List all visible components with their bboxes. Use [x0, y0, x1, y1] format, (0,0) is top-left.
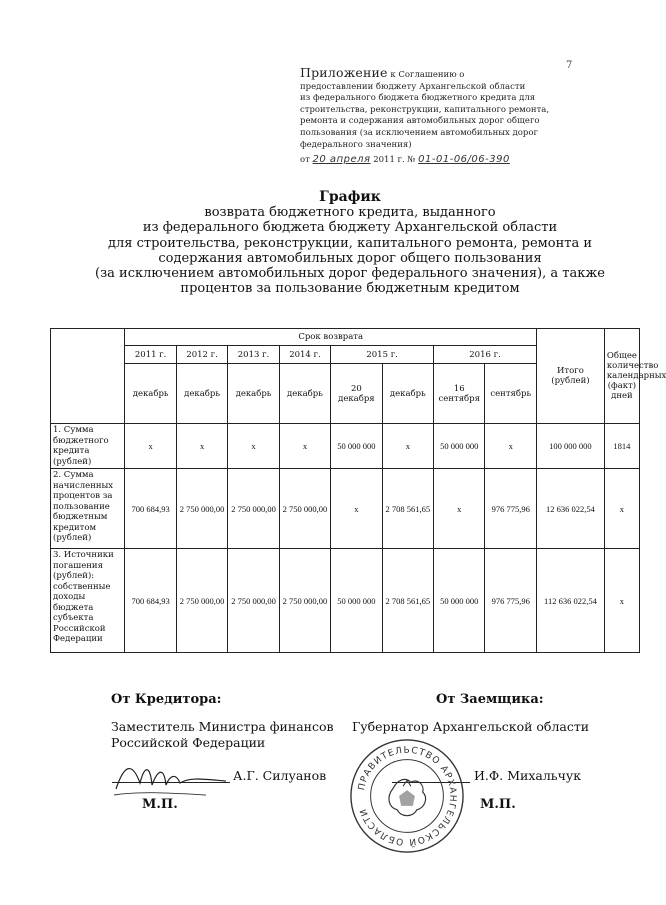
- header-year: 2015 г.: [331, 346, 434, 364]
- annex-lead-line: [300, 67, 550, 82]
- table-row: [51, 549, 640, 653]
- table-cell: 2 750 000,00: [228, 549, 279, 653]
- header-days: Общее количество календарных (факт) дней: [604, 329, 639, 424]
- creditor-title-2: Российской Федерации: [111, 735, 266, 750]
- annex-number-handwritten: 01-01-06/06-390: [418, 154, 510, 166]
- row-label: 1. Сумма бюджетного кредита (рублей): [51, 424, 125, 469]
- repayment-schedule-table: [50, 328, 666, 653]
- official-stamp-icon: [348, 737, 466, 855]
- row-total: 100 000 000: [537, 424, 605, 469]
- table-cell: 976 775,96: [485, 549, 537, 653]
- table-cell: x: [125, 424, 176, 469]
- annex-date-handwritten: 20 апреля: [312, 154, 371, 166]
- table-cell: x: [382, 424, 433, 469]
- table-cell: 50 000 000: [434, 424, 485, 469]
- creditor-signature-icon: [110, 755, 230, 800]
- table-cell: x: [485, 424, 537, 469]
- table-cell: x: [228, 424, 279, 469]
- title-line-2: из федерального бюджета бюджету Архангельской области: [142, 220, 558, 236]
- annex-year: 2011 г. №: [373, 155, 416, 166]
- annex-line-2: из федерального бюджета бюджетного кредита для: [300, 93, 536, 104]
- header-term: Срок возврата: [125, 329, 537, 346]
- title-line-6: процентов за пользование бюджетным кредитом: [180, 281, 520, 297]
- annex-line-4: ремонта и содержания автомобильных дорог общего: [300, 116, 540, 127]
- header-month: декабрь: [176, 364, 227, 424]
- table-cell: 2 750 000,00: [279, 549, 330, 653]
- header-month: декабрь: [279, 364, 330, 424]
- header-month: декабрь: [382, 364, 433, 424]
- title-line-5: (за исключением автомобильных дорог федерального значения), а также: [95, 266, 605, 282]
- table-cell: x: [176, 424, 227, 469]
- annex-date-prefix: от: [300, 155, 310, 166]
- table-row: [51, 424, 640, 469]
- borrower-name: И.Ф. Михальчук: [474, 768, 582, 783]
- row-days: x: [604, 469, 639, 549]
- borrower-seal-label: М.П.: [480, 797, 516, 812]
- table-cell: 2 708 561,65: [382, 549, 433, 653]
- table-cell: x: [279, 424, 330, 469]
- stamp-text: ПРАВИТЕЛЬСТВО АРХАНГЕЛЬСКОЙ ОБЛАСТИ: [357, 745, 458, 847]
- annex-lead-rest: к Соглашению о: [387, 70, 465, 80]
- creditor-header: От Кредитора:: [111, 692, 222, 707]
- creditor-title-1: Заместитель Министра финансов: [111, 719, 334, 734]
- row-total: 112 636 022,54: [537, 549, 605, 653]
- title-line-3: для строительства, реконструкции, капитального ремонта, ремонта и: [108, 235, 592, 251]
- header-year: 2013 г.: [228, 346, 279, 364]
- table-cell: 2 708 561,65: [382, 469, 433, 549]
- table-row: [51, 469, 640, 549]
- table-cell: 2 750 000,00: [176, 549, 227, 653]
- row-label: 2. Сумма начисленных процентов за пользование бюджетным кредитом (рублей): [51, 469, 125, 549]
- title-main: График: [319, 189, 381, 205]
- header-year: 2012 г.: [176, 346, 227, 364]
- header-year: 2016 г.: [434, 346, 537, 364]
- header-total: Итого (рублей): [537, 329, 605, 424]
- header-month: декабрь: [228, 364, 279, 424]
- table-cell: 700 684,93: [125, 469, 176, 549]
- creditor-name: А.Г. Силуанов: [233, 768, 327, 783]
- borrower-header: От Заемщика:: [436, 692, 544, 707]
- header-month: 20 декабря: [331, 364, 382, 424]
- annex-line-6: федерального значения): [300, 139, 412, 150]
- table-cell: 50 000 000: [434, 549, 485, 653]
- table-cell: 2 750 000,00: [228, 469, 279, 549]
- page-number: 7: [566, 60, 573, 71]
- table-cell: 50 000 000: [331, 549, 382, 653]
- creditor-seal-label: М.П.: [142, 797, 178, 812]
- table-cell: 2 750 000,00: [176, 469, 227, 549]
- row-days: 1814: [604, 424, 639, 469]
- row-label: 3. Источники погашения (рублей): собственные доходы бюджета субъекта Российской Федерации: [51, 549, 125, 653]
- table-cell: x: [434, 469, 485, 549]
- title-line-1: возврата бюджетного кредита, выданного: [204, 205, 496, 221]
- document-title: [40, 190, 660, 296]
- borrower-title: Губернатор Архангельской области: [352, 719, 590, 734]
- header-year: 2014 г.: [279, 346, 330, 364]
- table-cell: x: [331, 469, 382, 549]
- row-total: 12 636 022,54: [537, 469, 605, 549]
- table-cell: 50 000 000: [331, 424, 382, 469]
- annex-line-3: строительства, реконструкции, капитального ремонта,: [300, 104, 550, 115]
- annex-header: [300, 67, 550, 167]
- header-month: сентябрь: [485, 364, 537, 424]
- header-month: декабрь: [125, 364, 176, 424]
- annex-reference: [300, 154, 550, 167]
- annex-line-1: предоставлении бюджету Архангельской области: [300, 81, 526, 92]
- header-year: 2011 г.: [125, 346, 176, 364]
- table-cell: 2 750 000,00: [279, 469, 330, 549]
- table-cell: 700 684,93: [125, 549, 176, 653]
- title-line-4: содержания автомобильных дорог общего пользования: [158, 250, 542, 266]
- row-days: x: [604, 549, 639, 653]
- header-month: 16 сентября: [434, 364, 485, 424]
- table-cell: 976 775,96: [485, 469, 537, 549]
- annex-lead: Приложение: [300, 65, 388, 80]
- table-corner-cell: [51, 329, 125, 424]
- annex-line-5: пользования (за исключением автомобильных дорог: [300, 127, 538, 138]
